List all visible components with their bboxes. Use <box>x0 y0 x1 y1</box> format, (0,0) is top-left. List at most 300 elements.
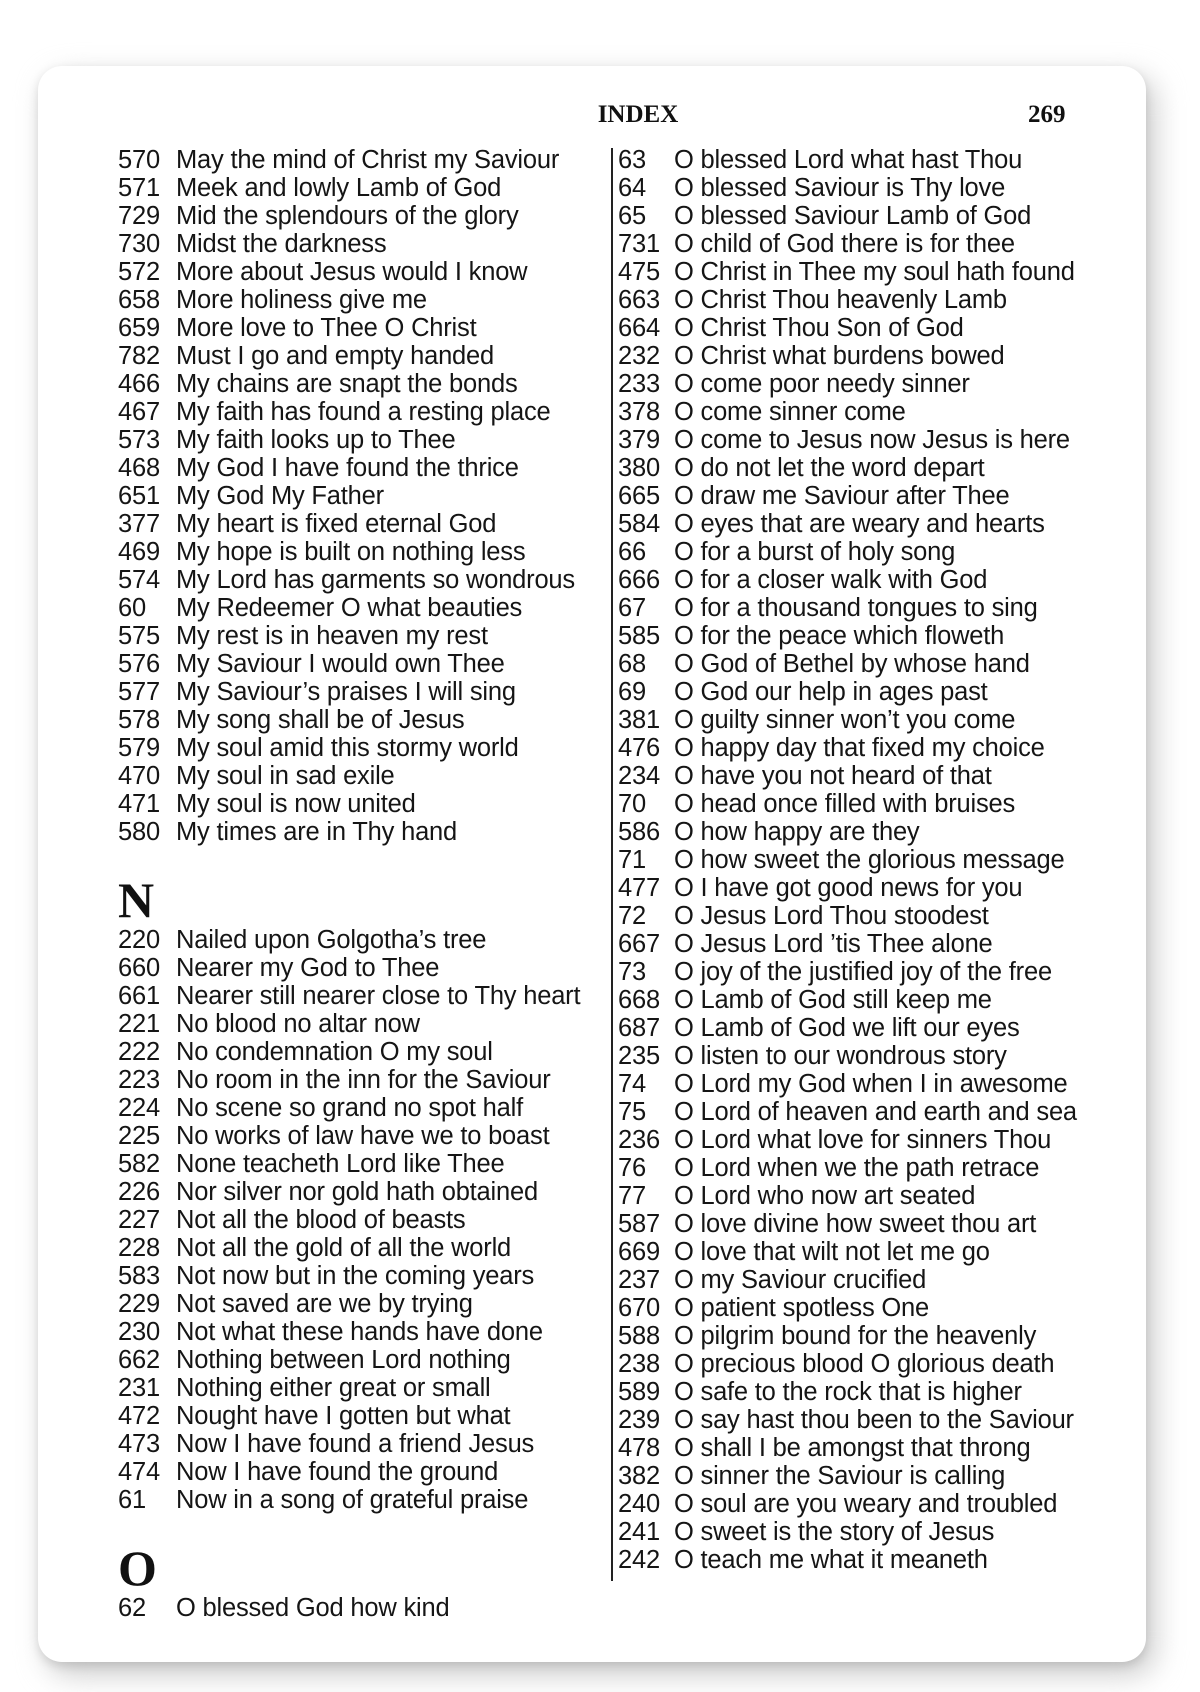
hymn-number: 576 <box>118 649 160 678</box>
index-entry <box>618 146 1138 174</box>
hymn-number: 582 <box>118 1149 160 1178</box>
index-entry <box>618 930 1138 958</box>
index-entry <box>118 982 606 1010</box>
index-entry <box>118 1374 606 1402</box>
hymn-title: Nearer still nearer close to Thy heart <box>176 981 581 1010</box>
hymn-number: 579 <box>118 733 160 762</box>
hymn-title: My heart is fixed eternal God <box>176 509 497 538</box>
hymn-title: Nor silver nor gold hath obtained <box>176 1177 538 1206</box>
hymn-number: 574 <box>118 565 160 594</box>
hymn-number: 222 <box>118 1037 160 1066</box>
hymn-title: O precious blood O glorious death <box>674 1349 1055 1378</box>
index-entry <box>618 342 1138 370</box>
index-entry <box>618 1322 1138 1350</box>
hymn-number: 64 <box>618 173 646 202</box>
index-entry <box>118 454 606 482</box>
hymn-title: My chains are snapt the bonds <box>176 369 518 398</box>
hymn-title: O blessed God how kind <box>176 1593 450 1622</box>
column-divider <box>611 148 613 1581</box>
hymn-title: No condemnation O my soul <box>176 1037 493 1066</box>
hymn-number: 573 <box>118 425 160 454</box>
index-entry <box>618 1294 1138 1322</box>
hymn-number: 220 <box>118 925 160 954</box>
hymn-title: Not saved are we by trying <box>176 1289 473 1318</box>
hymn-title: Now in a song of grateful praise <box>176 1485 529 1514</box>
hymn-title: Nothing between Lord nothing <box>176 1345 511 1374</box>
index-entry <box>118 370 606 398</box>
hymn-title: No scene so grand no spot half <box>176 1093 523 1122</box>
hymn-number: 476 <box>618 733 660 762</box>
hymn-number: 74 <box>618 1069 646 1098</box>
index-entry <box>118 1430 606 1458</box>
index-entry <box>118 1010 606 1038</box>
index-entry <box>118 202 606 230</box>
index-entry <box>618 1518 1138 1546</box>
hymn-title: O head once filled with bruises <box>674 789 1016 818</box>
hymn-number: 241 <box>618 1517 660 1546</box>
hymn-number: 580 <box>118 817 160 846</box>
index-entry <box>618 286 1138 314</box>
hymn-title: My Lord has garments so wondrous <box>176 565 575 594</box>
hymn-number: 659 <box>118 313 160 342</box>
hymn-number: 669 <box>618 1237 660 1266</box>
index-entry <box>118 706 606 734</box>
index-entry <box>118 174 606 202</box>
n-entries-list <box>118 926 606 1514</box>
hymn-title: Not now but in the coming years <box>176 1261 535 1290</box>
index-entry <box>618 650 1138 678</box>
hymn-title: O blessed Saviour Lamb of God <box>674 201 1032 230</box>
hymn-title: O how sweet the glorious message <box>674 845 1065 874</box>
hymn-title: O for a closer walk with God <box>674 565 988 594</box>
index-entry <box>118 1206 606 1234</box>
hymn-title: My Redeemer O what beauties <box>176 593 523 622</box>
hymn-number: 61 <box>118 1485 146 1514</box>
hymn-number: 584 <box>618 509 660 538</box>
hymn-title: O God our help in ages past <box>674 677 988 706</box>
hymn-title: My hope is built on nothing less <box>176 537 526 566</box>
hymn-title: O pilgrim bound for the heavenly <box>674 1321 1037 1350</box>
hymn-number: 782 <box>118 341 160 370</box>
hymn-number: 226 <box>118 1177 160 1206</box>
index-entry <box>618 1266 1138 1294</box>
index-entry <box>618 1126 1138 1154</box>
hymn-number: 575 <box>118 621 160 650</box>
hymn-title: Nothing either great or small <box>176 1373 491 1402</box>
hymn-title: My God My Father <box>176 481 384 510</box>
index-entry <box>118 1262 606 1290</box>
hymn-title: O Lord when we the path retrace <box>674 1153 1040 1182</box>
m-entries-list <box>118 146 606 846</box>
hymn-title: Meek and lowly Lamb of God <box>176 173 502 202</box>
index-entry <box>118 790 606 818</box>
hymn-title: Not all the gold of all the world <box>176 1233 512 1262</box>
hymn-title: O for a burst of holy song <box>674 537 956 566</box>
hymn-title: O guilty sinner won’t you come <box>674 705 1016 734</box>
hymn-title: O Lord my God when I in awesome <box>674 1069 1068 1098</box>
hymn-title: O blessed Saviour is Thy love <box>674 173 1006 202</box>
section-gap <box>118 846 606 874</box>
hymn-title: My soul is now united <box>176 789 416 818</box>
index-entry <box>618 1350 1138 1378</box>
hymn-title: No works of law have we to boast <box>176 1121 550 1150</box>
index-entry <box>618 958 1138 986</box>
index-entry <box>618 1014 1138 1042</box>
hymn-title: More about Jesus would I know <box>176 257 528 286</box>
index-entry <box>618 1546 1138 1574</box>
hymn-title: O love divine how sweet thou art <box>674 1209 1037 1238</box>
hymn-number: 66 <box>618 537 646 566</box>
index-entry <box>118 1594 606 1622</box>
index-entry <box>618 1210 1138 1238</box>
hymn-number: 475 <box>618 257 660 286</box>
index-entry <box>618 1042 1138 1070</box>
index-entry <box>618 818 1138 846</box>
hymn-title: O safe to the rock that is higher <box>674 1377 1022 1406</box>
index-entry <box>618 622 1138 650</box>
hymn-number: 660 <box>118 953 160 982</box>
hymn-number: 468 <box>118 453 160 482</box>
index-entry <box>118 1150 606 1178</box>
index-entry <box>118 1458 606 1486</box>
hymn-title: O for a thousand tongues to sing <box>674 593 1038 622</box>
hymn-number: 572 <box>118 257 160 286</box>
index-entry <box>618 1182 1138 1210</box>
hymn-title: My soul in sad exile <box>176 761 395 790</box>
hymn-title: My times are in Thy hand <box>176 817 458 846</box>
index-entry <box>118 566 606 594</box>
hymn-title: O I have got good news for you <box>674 873 1023 902</box>
hymn-number: 73 <box>618 957 646 986</box>
hymn-number: 470 <box>118 761 160 790</box>
hymn-title: O how happy are they <box>674 817 920 846</box>
hymn-title: O say hast thou been to the Saviour <box>674 1405 1074 1434</box>
index-entry <box>618 1406 1138 1434</box>
index-entry <box>618 174 1138 202</box>
index-entry <box>118 398 606 426</box>
index-entry <box>618 1462 1138 1490</box>
index-entry <box>618 1154 1138 1182</box>
hymn-number: 377 <box>118 509 160 538</box>
index-entry <box>118 1094 606 1122</box>
index-entry <box>618 1098 1138 1126</box>
hymn-title: O God of Bethel by whose hand <box>674 649 1030 678</box>
hymn-number: 730 <box>118 229 160 258</box>
hymn-number: 666 <box>618 565 660 594</box>
hymn-number: 473 <box>118 1429 160 1458</box>
hymn-title: O eyes that are weary and hearts <box>674 509 1045 538</box>
hymn-title: May the mind of Christ my Saviour <box>176 145 560 174</box>
hymn-number: 63 <box>618 145 646 174</box>
index-entry <box>618 1238 1138 1266</box>
index-entry <box>618 370 1138 398</box>
hymn-number: 578 <box>118 705 160 734</box>
hymn-number: 234 <box>618 761 660 790</box>
hymn-number: 60 <box>118 593 146 622</box>
hymn-number: 70 <box>618 789 646 818</box>
index-page <box>38 66 1146 1662</box>
index-entry <box>618 538 1138 566</box>
hymn-number: 225 <box>118 1121 160 1150</box>
hymn-title: More love to Thee O Christ <box>176 313 477 342</box>
hymn-title: My God I have found the thrice <box>176 453 519 482</box>
hymn-title: O Jesus Lord Thou stoodest <box>674 901 989 930</box>
hymn-number: 478 <box>618 1433 660 1462</box>
hymn-title: O come poor needy sinner <box>674 369 970 398</box>
hymn-number: 240 <box>618 1489 660 1518</box>
page-number: 269 <box>1028 101 1066 128</box>
hymn-number: 570 <box>118 145 160 174</box>
index-entry <box>118 1066 606 1094</box>
right-column <box>618 146 1138 1574</box>
index-entry <box>618 678 1138 706</box>
hymn-title: O happy day that fixed my choice <box>674 733 1045 762</box>
hymn-title: O Lord who now art seated <box>674 1181 976 1210</box>
hymn-title: O Lord what love for sinners Thou <box>674 1125 1052 1154</box>
index-entry <box>618 734 1138 762</box>
hymn-title: O child of God there is for thee <box>674 229 1015 258</box>
hymn-number: 379 <box>618 425 660 454</box>
index-entry <box>618 986 1138 1014</box>
hymn-title: O Jesus Lord ’tis Thee alone <box>674 929 993 958</box>
index-entry <box>118 342 606 370</box>
hymn-title: O soul are you weary and troubled <box>674 1489 1058 1518</box>
hymn-title: O Christ Thou Son of God <box>674 313 964 342</box>
index-entry <box>618 902 1138 930</box>
hymn-number: 731 <box>618 229 660 258</box>
index-entry <box>618 482 1138 510</box>
index-entry <box>118 678 606 706</box>
index-entry <box>618 230 1138 258</box>
index-entry <box>618 1378 1138 1406</box>
hymn-title: My song shall be of Jesus <box>176 705 465 734</box>
hymn-number: 469 <box>118 537 160 566</box>
section-letter-o: O <box>118 1540 157 1596</box>
hymn-number: 577 <box>118 677 160 706</box>
o-entries-list <box>118 1594 606 1622</box>
hymn-number: 586 <box>618 817 660 846</box>
index-entry <box>118 286 606 314</box>
hymn-title: O joy of the justified joy of the free <box>674 957 1052 986</box>
hymn-number: 71 <box>618 845 646 874</box>
index-entry <box>118 954 606 982</box>
left-column <box>118 146 606 1622</box>
index-entry <box>118 1122 606 1150</box>
index-entry <box>618 846 1138 874</box>
hymn-title: O Christ what burdens bowed <box>674 341 1005 370</box>
hymn-number: 69 <box>618 677 646 706</box>
hymn-number: 76 <box>618 1153 646 1182</box>
hymn-title: O come to Jesus now Jesus is here <box>674 425 1070 454</box>
hymn-title: O Lamb of God still keep me <box>674 985 992 1014</box>
hymn-number: 232 <box>618 341 660 370</box>
hymn-number: 237 <box>618 1265 660 1294</box>
hymn-title: Midst the darkness <box>176 229 387 258</box>
hymn-title: My soul amid this stormy world <box>176 733 519 762</box>
index-entry <box>118 1290 606 1318</box>
index-entry <box>118 1234 606 1262</box>
hymn-number: 227 <box>118 1205 160 1234</box>
hymn-title: O blessed Lord what hast Thou <box>674 145 1023 174</box>
hymn-title: O Christ Thou heavenly Lamb <box>674 285 1007 314</box>
hymn-number: 77 <box>618 1181 646 1210</box>
hymn-title: O for the peace which floweth <box>674 621 1005 650</box>
hymn-title: My Saviour’s praises I will sing <box>176 677 516 706</box>
index-entry <box>618 874 1138 902</box>
hymn-title: Not all the blood of beasts <box>176 1205 466 1234</box>
hymn-number: 662 <box>118 1345 160 1374</box>
index-entry <box>118 1038 606 1066</box>
hymn-title: O come sinner come <box>674 397 906 426</box>
hymn-number: 658 <box>118 285 160 314</box>
hymn-number: 233 <box>618 369 660 398</box>
hymn-number: 589 <box>618 1377 660 1406</box>
hymn-number: 467 <box>118 397 160 426</box>
hymn-number: 228 <box>118 1233 160 1262</box>
hymn-number: 242 <box>618 1545 660 1574</box>
index-entry <box>618 1434 1138 1462</box>
hymn-title: O patient spotless One <box>674 1293 929 1322</box>
index-entry <box>118 230 606 258</box>
index-entry <box>618 566 1138 594</box>
hymn-number: 664 <box>618 313 660 342</box>
hymn-number: 67 <box>618 593 646 622</box>
hymn-title: O do not let the word depart <box>674 453 985 482</box>
hymn-title: O draw me Saviour after Thee <box>674 481 1010 510</box>
hymn-number: 239 <box>618 1405 660 1434</box>
index-entry <box>618 398 1138 426</box>
hymn-number: 381 <box>618 705 660 734</box>
hymn-title: Now I have found the ground <box>176 1457 499 1486</box>
hymn-number: 65 <box>618 201 646 230</box>
hymn-number: 229 <box>118 1289 160 1318</box>
index-entry <box>618 762 1138 790</box>
hymn-title: O have you not heard of that <box>674 761 992 790</box>
hymn-number: 588 <box>618 1321 660 1350</box>
hymn-number: 68 <box>618 649 646 678</box>
hymn-title: O teach me what it meaneth <box>674 1545 988 1574</box>
hymn-number: 665 <box>618 481 660 510</box>
hymn-number: 224 <box>118 1093 160 1122</box>
hymn-title: O sweet is the story of Jesus <box>674 1517 995 1546</box>
hymn-title: My faith has found a resting place <box>176 397 551 426</box>
hymn-number: 75 <box>618 1097 646 1126</box>
index-entry <box>118 1402 606 1430</box>
hymn-number: 729 <box>118 201 160 230</box>
hymn-title: O Lamb of God we lift our eyes <box>674 1013 1020 1042</box>
index-entry <box>118 426 606 454</box>
hymn-title: No room in the inn for the Saviour <box>176 1065 551 1094</box>
hymn-title: O love that wilt not let me go <box>674 1237 990 1266</box>
hymn-title: No blood no altar now <box>176 1009 420 1038</box>
hymn-number: 238 <box>618 1349 660 1378</box>
index-entry <box>618 706 1138 734</box>
section-gap <box>118 1514 606 1542</box>
o-entries-list-continued <box>618 146 1138 1574</box>
hymn-number: 668 <box>618 985 660 1014</box>
hymn-title: O my Saviour crucified <box>674 1265 927 1294</box>
index-entry <box>118 762 606 790</box>
index-entry <box>118 734 606 762</box>
index-entry <box>618 790 1138 818</box>
hymn-title: O shall I be amongst that throng <box>674 1433 1031 1462</box>
index-entry <box>618 1070 1138 1098</box>
hymn-number: 62 <box>118 1593 146 1622</box>
hymn-number: 651 <box>118 481 160 510</box>
hymn-number: 231 <box>118 1373 160 1402</box>
hymn-title: Must I go and empty handed <box>176 341 495 370</box>
index-entry <box>118 146 606 174</box>
hymn-number: 466 <box>118 369 160 398</box>
index-entry <box>118 482 606 510</box>
hymn-number: 378 <box>618 397 660 426</box>
index-entry <box>118 1318 606 1346</box>
index-entry <box>118 1486 606 1514</box>
index-entry <box>618 202 1138 230</box>
hymn-title: Now I have found a friend Jesus <box>176 1429 535 1458</box>
hymn-number: 235 <box>618 1041 660 1070</box>
index-entry <box>618 510 1138 538</box>
index-entry <box>118 594 606 622</box>
hymn-title: O Christ in Thee my soul hath found <box>674 257 1075 286</box>
index-entry <box>618 314 1138 342</box>
hymn-number: 221 <box>118 1009 160 1038</box>
index-entry <box>118 650 606 678</box>
hymn-number: 667 <box>618 929 660 958</box>
hymn-title: Nought have I gotten but what <box>176 1401 511 1430</box>
hymn-number: 471 <box>118 789 160 818</box>
hymn-number: 477 <box>618 873 660 902</box>
hymn-title: My faith looks up to Thee <box>176 425 456 454</box>
hymn-number: 472 <box>118 1401 160 1430</box>
hymn-title: Not what these hands have done <box>176 1317 543 1346</box>
index-entry <box>118 622 606 650</box>
hymn-number: 236 <box>618 1125 660 1154</box>
index-entry <box>118 1346 606 1374</box>
hymn-number: 72 <box>618 901 646 930</box>
index-entry <box>118 926 606 954</box>
index-entry <box>118 818 606 846</box>
hymn-number: 474 <box>118 1457 160 1486</box>
hymn-title: O listen to our wondrous story <box>674 1041 1007 1070</box>
hymn-number: 663 <box>618 285 660 314</box>
hymn-number: 380 <box>618 453 660 482</box>
index-entry <box>118 258 606 286</box>
hymn-number: 585 <box>618 621 660 650</box>
hymn-number: 687 <box>618 1013 660 1042</box>
index-entry <box>118 538 606 566</box>
index-entry <box>618 1490 1138 1518</box>
index-entry <box>118 314 606 342</box>
hymn-number: 583 <box>118 1261 160 1290</box>
index-entry <box>618 426 1138 454</box>
hymn-title: Nailed upon Golgotha’s tree <box>176 925 487 954</box>
hymn-title: More holiness give me <box>176 285 427 314</box>
hymn-number: 571 <box>118 173 160 202</box>
index-entry <box>618 454 1138 482</box>
hymn-number: 230 <box>118 1317 160 1346</box>
hymn-title: O sinner the Saviour is calling <box>674 1461 1006 1490</box>
index-entry <box>118 510 606 538</box>
hymn-title: None teacheth Lord like Thee <box>176 1149 505 1178</box>
section-letter-n: N <box>118 872 155 928</box>
hymn-number: 382 <box>618 1461 660 1490</box>
index-entry <box>118 1178 606 1206</box>
hymn-number: 223 <box>118 1065 160 1094</box>
hymn-title: Mid the splendours of the glory <box>176 201 519 230</box>
hymn-title: My Saviour I would own Thee <box>176 649 505 678</box>
hymn-title: My rest is in heaven my rest <box>176 621 488 650</box>
